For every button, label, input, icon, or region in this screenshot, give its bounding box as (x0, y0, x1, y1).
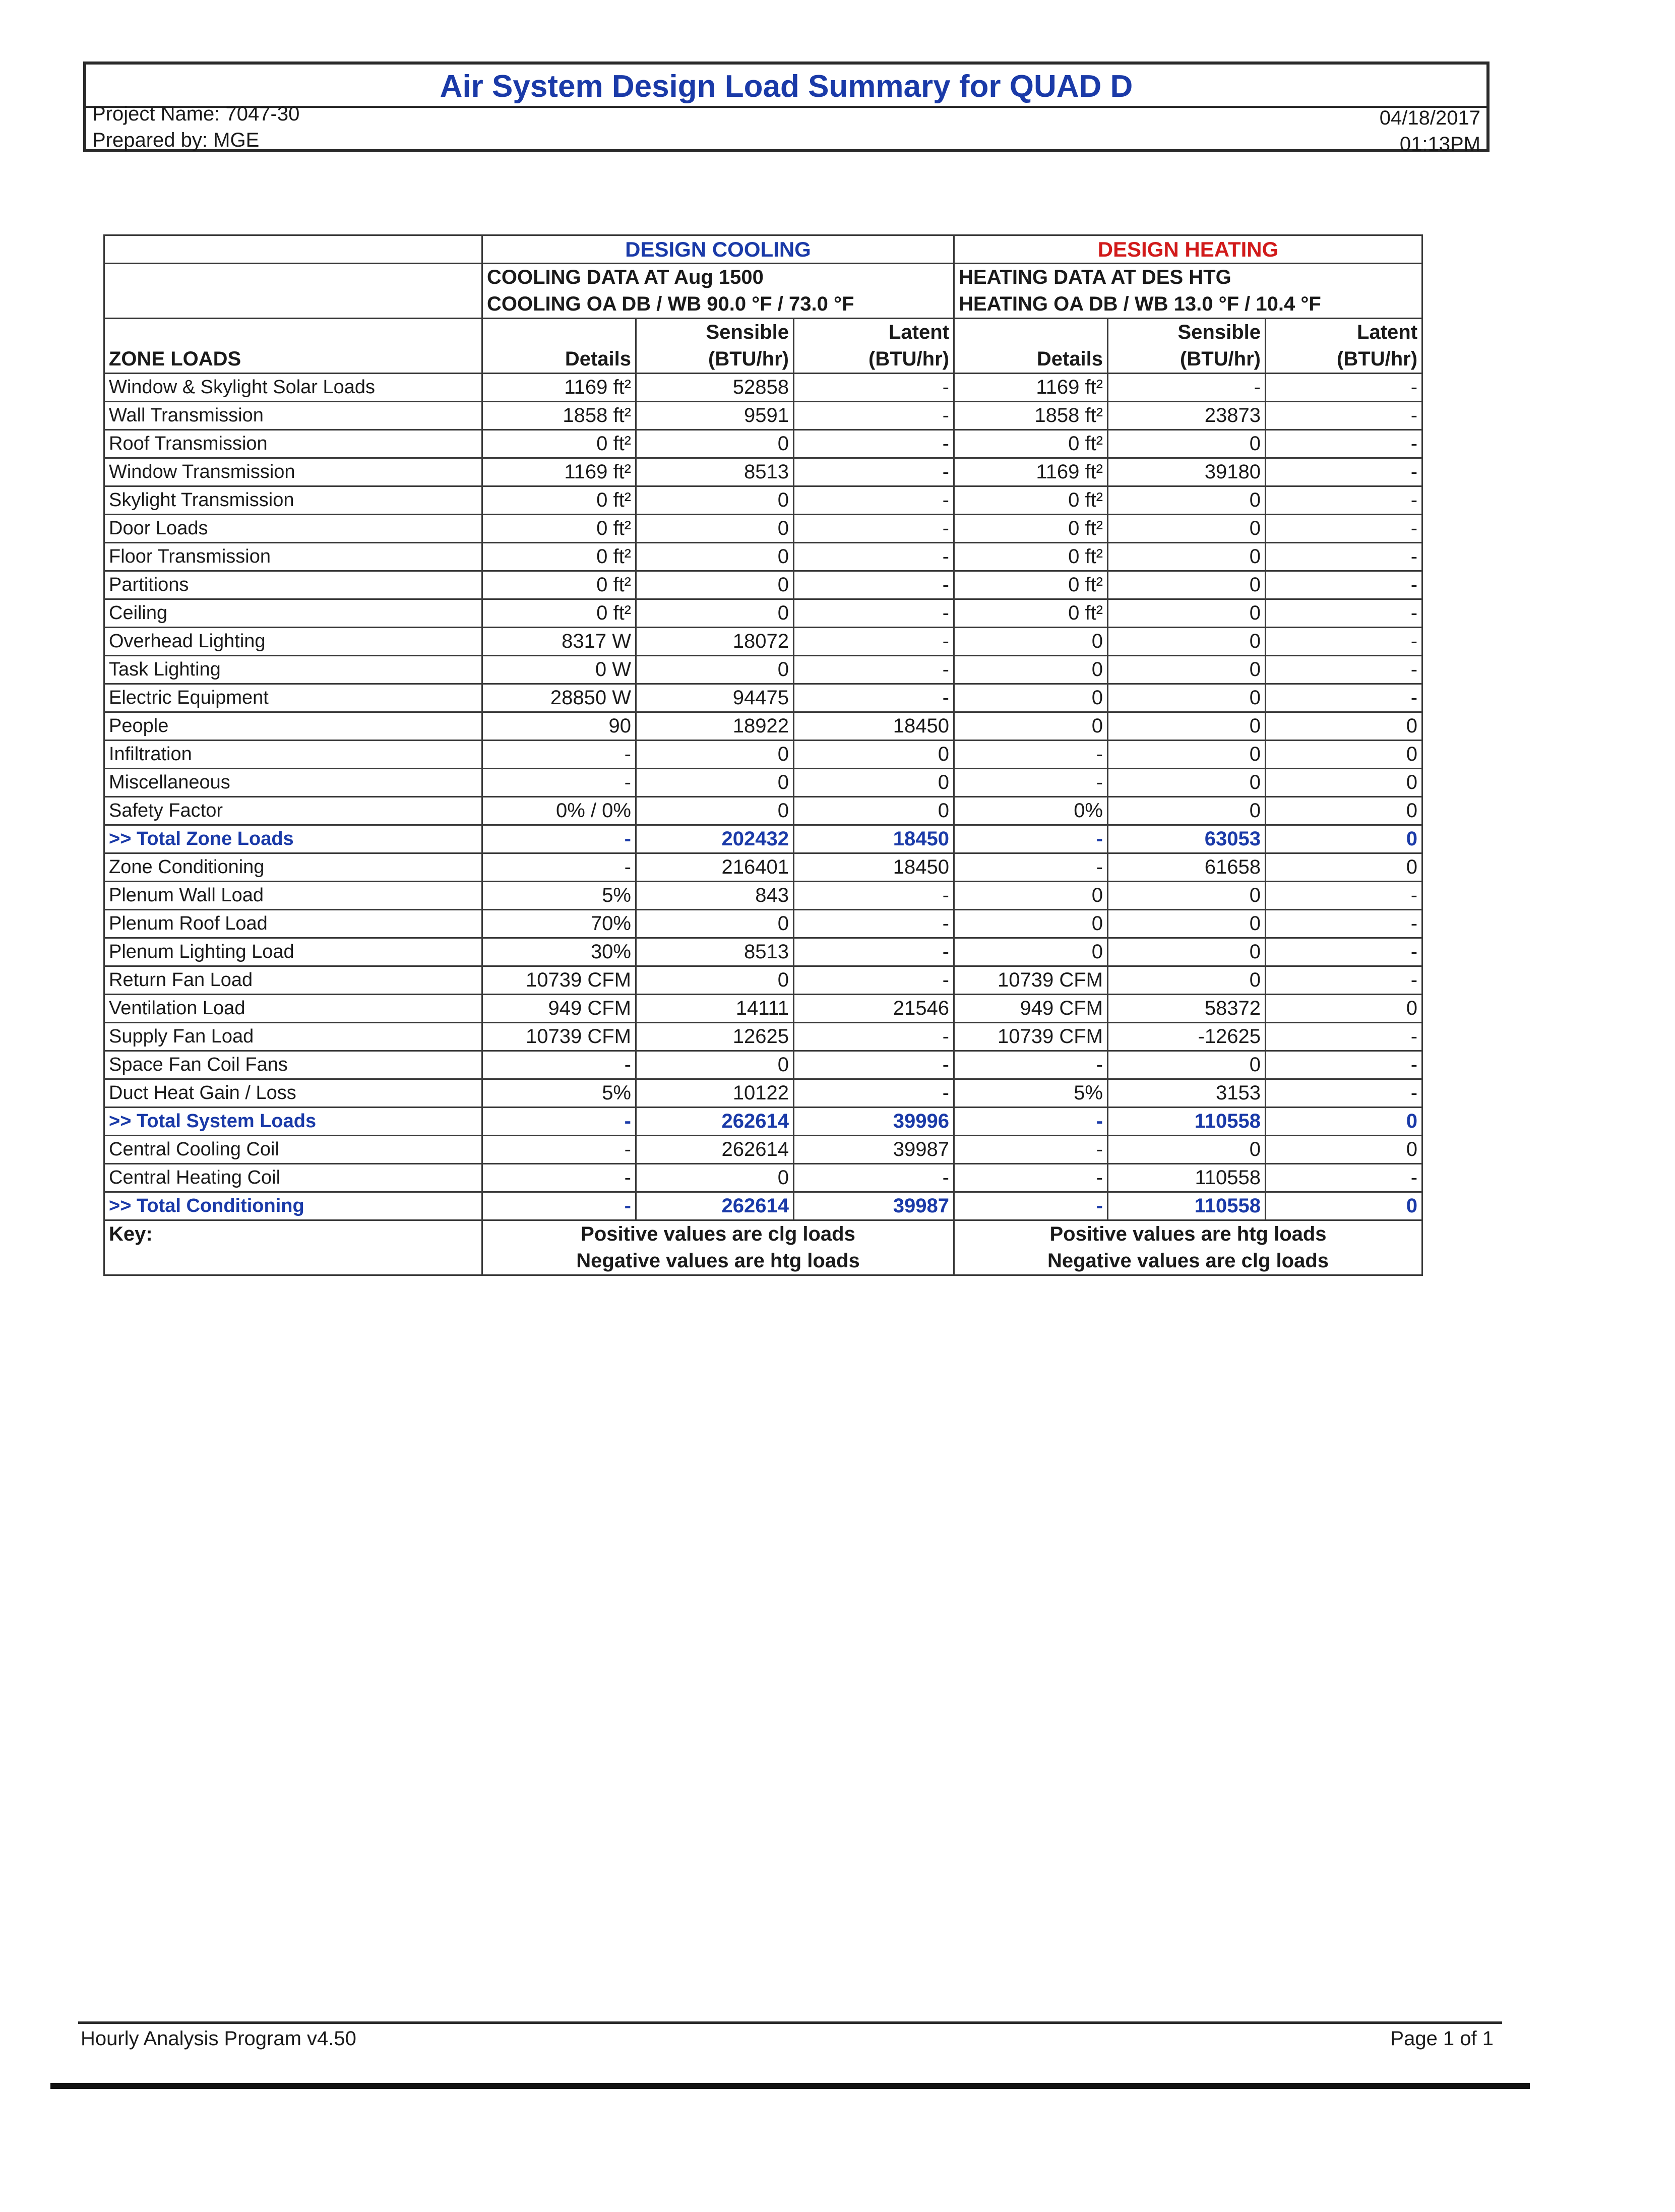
cooling-sensible: 0 (636, 571, 794, 599)
heating-details: 10739 CFM (954, 966, 1108, 995)
cooling-sensible: 216401 (636, 853, 794, 882)
heating-latent: - (1266, 543, 1422, 571)
heating-details: - (954, 1164, 1108, 1192)
cooling-details: - (482, 741, 636, 769)
cooling-latent: 0 (794, 797, 954, 825)
heating-sensible: 0 (1108, 1051, 1266, 1079)
cooling-details: 10739 CFM (482, 966, 636, 995)
heating-sensible: 0 (1108, 769, 1266, 797)
heating-details: - (954, 853, 1108, 882)
row-label: Safety Factor (104, 797, 482, 825)
heating-latent-unit: (BTU/hr) (1266, 346, 1422, 374)
key-cooling-negative: Negative values are htg loads (482, 1248, 954, 1275)
heating-sensible: 0 (1108, 599, 1266, 628)
cooling-sensible: 0 (636, 1051, 794, 1079)
cooling-sensible: 0 (636, 543, 794, 571)
row-label: Zone Conditioning (104, 853, 482, 882)
heating-details: 0 ft² (954, 599, 1108, 628)
cooling-sensible-unit: (BTU/hr) (636, 346, 794, 374)
cooling-latent: - (794, 910, 954, 938)
heating-sensible-unit: (BTU/hr) (1108, 346, 1266, 374)
cooling-sensible: 18922 (636, 712, 794, 741)
cooling-latent: 39987 (794, 1136, 954, 1164)
cooling-sensible: 0 (636, 515, 794, 543)
report-date: 04/18/2017 (1379, 107, 1480, 129)
cooling-sensible: 0 (636, 599, 794, 628)
heating-latent: - (1266, 1023, 1422, 1051)
heating-sensible: 63053 (1108, 825, 1266, 853)
heating-sensible: 0 (1108, 1136, 1266, 1164)
heating-details: 0 ft² (954, 486, 1108, 515)
heating-sensible: 0 (1108, 966, 1266, 995)
cooling-latent: - (794, 599, 954, 628)
key-heating-negative: Negative values are clg loads (954, 1248, 1422, 1275)
heating-sensible: 0 (1108, 882, 1266, 910)
row-label: Supply Fan Load (104, 1023, 482, 1051)
cooling-sensible: 0 (636, 486, 794, 515)
heating-details: - (954, 825, 1108, 853)
heating-oa-conditions: HEATING OA DB / WB 13.0 °F / 10.4 °F (954, 291, 1422, 319)
cooling-sensible: 12625 (636, 1023, 794, 1051)
cooling-latent: 0 (794, 741, 954, 769)
heating-sensible: 0 (1108, 684, 1266, 712)
table-row (104, 966, 1422, 995)
heating-details: 949 CFM (954, 995, 1108, 1023)
blank-cell (104, 264, 482, 291)
cooling-details: 8317 W (482, 628, 636, 656)
cooling-sensible: 9591 (636, 402, 794, 430)
table-row (104, 486, 1422, 515)
row-label: Plenum Roof Load (104, 910, 482, 938)
table-row (104, 825, 1422, 853)
cooling-details: 0 ft² (482, 571, 636, 599)
design-cooling-heading: DESIGN COOLING (482, 235, 954, 264)
cooling-details: 1858 ft² (482, 402, 636, 430)
heating-sensible: 0 (1108, 543, 1266, 571)
cooling-latent: 39996 (794, 1108, 954, 1136)
heating-latent: - (1266, 571, 1422, 599)
heating-details: 0 ft² (954, 571, 1108, 599)
row-label: Plenum Lighting Load (104, 938, 482, 966)
heating-latent: 0 (1266, 712, 1422, 741)
heating-details: 0 (954, 684, 1108, 712)
cooling-details: 5% (482, 1079, 636, 1108)
row-label: Miscellaneous (104, 769, 482, 797)
table-row (104, 741, 1422, 769)
cooling-sensible: 262614 (636, 1108, 794, 1136)
cooling-latent: - (794, 938, 954, 966)
heating-details: 1169 ft² (954, 458, 1108, 486)
cooling-details: - (482, 1164, 636, 1192)
heating-details: 0% (954, 797, 1108, 825)
row-label: Return Fan Load (104, 966, 482, 995)
heating-latent: - (1266, 430, 1422, 458)
header-timestamp (1380, 105, 1480, 157)
heating-details: 1858 ft² (954, 402, 1108, 430)
row-label: Space Fan Coil Fans (104, 1051, 482, 1079)
cooling-sensible: 202432 (636, 825, 794, 853)
table-row (104, 515, 1422, 543)
cooling-details: 30% (482, 938, 636, 966)
heating-details: 5% (954, 1079, 1108, 1108)
heating-details: 0 (954, 910, 1108, 938)
cooling-sensible: 0 (636, 910, 794, 938)
cooling-sensible: 0 (636, 1164, 794, 1192)
cooling-latent-unit: (BTU/hr) (794, 346, 954, 374)
heating-latent: - (1266, 1051, 1422, 1079)
cooling-latent: - (794, 486, 954, 515)
cooling-latent: - (794, 543, 954, 571)
heating-latent: - (1266, 599, 1422, 628)
cooling-sensible: 0 (636, 797, 794, 825)
table-row (104, 712, 1422, 741)
cooling-sensible: 10122 (636, 1079, 794, 1108)
cooling-latent: - (794, 656, 954, 684)
cooling-details: 0 ft² (482, 430, 636, 458)
heating-details: 0 (954, 882, 1108, 910)
cooling-details: 0 ft² (482, 543, 636, 571)
table-row (104, 995, 1422, 1023)
table-row (104, 374, 1422, 402)
cooling-details: - (482, 1192, 636, 1220)
cooling-details-header: Details (482, 346, 636, 374)
heating-sensible: 39180 (1108, 458, 1266, 486)
report-header (83, 62, 1490, 155)
heating-sensible: 0 (1108, 938, 1266, 966)
heating-details: 0 ft² (954, 430, 1108, 458)
cooling-details: 0 ft² (482, 599, 636, 628)
cooling-sensible: 0 (636, 966, 794, 995)
cooling-sensible: 262614 (636, 1192, 794, 1220)
heating-latent: 0 (1266, 1108, 1422, 1136)
blank-cell (482, 319, 636, 346)
table-row (104, 543, 1422, 571)
cooling-details: 1169 ft² (482, 374, 636, 402)
cooling-latent: 18450 (794, 712, 954, 741)
table-row (104, 1051, 1422, 1079)
cooling-sensible: 262614 (636, 1136, 794, 1164)
row-label: Floor Transmission (104, 543, 482, 571)
cooling-details: - (482, 1051, 636, 1079)
table-row (104, 599, 1422, 628)
page-number: Page 1 of 1 (1390, 2027, 1494, 2050)
table-row (104, 656, 1422, 684)
heating-details: 0 ft² (954, 515, 1108, 543)
cooling-details: 90 (482, 712, 636, 741)
heating-latent: 0 (1266, 853, 1422, 882)
heating-sensible: 110558 (1108, 1192, 1266, 1220)
table-row (104, 853, 1422, 882)
heating-sensible: 23873 (1108, 402, 1266, 430)
cooling-sensible-header: Sensible (636, 319, 794, 346)
heating-sensible: 0 (1108, 712, 1266, 741)
row-label: Overhead Lighting (104, 628, 482, 656)
cooling-details: 0% / 0% (482, 797, 636, 825)
heating-latent: - (1266, 374, 1422, 402)
cooling-latent: 21546 (794, 995, 954, 1023)
cooling-details: - (482, 769, 636, 797)
table-row (104, 1164, 1422, 1192)
heating-latent: 0 (1266, 1136, 1422, 1164)
cooling-latent: - (794, 1051, 954, 1079)
heating-details: 0 (954, 712, 1108, 741)
cooling-sensible: 0 (636, 769, 794, 797)
heating-details: 0 (954, 656, 1108, 684)
cooling-latent: 18450 (794, 853, 954, 882)
row-label: Partitions (104, 571, 482, 599)
cooling-sensible: 0 (636, 741, 794, 769)
heating-latent: - (1266, 966, 1422, 995)
heating-sensible: 3153 (1108, 1079, 1266, 1108)
table-row (104, 628, 1422, 656)
cooling-sensible: 52858 (636, 374, 794, 402)
heating-latent: 0 (1266, 797, 1422, 825)
project-name: Project Name: 7047-30 (92, 103, 300, 125)
heating-details: - (954, 1192, 1108, 1220)
heating-sensible: 0 (1108, 910, 1266, 938)
table-row (104, 938, 1422, 966)
cooling-latent: 39987 (794, 1192, 954, 1220)
row-label: Wall Transmission (104, 402, 482, 430)
table-row (104, 1108, 1422, 1136)
row-label: Infiltration (104, 741, 482, 769)
table-row (104, 882, 1422, 910)
heating-sensible: 0 (1108, 486, 1266, 515)
heating-latent: - (1266, 515, 1422, 543)
row-label: Window & Skylight Solar Loads (104, 374, 482, 402)
table-row (104, 430, 1422, 458)
key-cooling-positive: Positive values are clg loads (482, 1220, 954, 1248)
row-label: >> Total System Loads (104, 1108, 482, 1136)
cooling-latent: - (794, 684, 954, 712)
heating-sensible-header: Sensible (1108, 319, 1266, 346)
row-label: Plenum Wall Load (104, 882, 482, 910)
key-label: Key: (104, 1220, 482, 1275)
heating-details: 0 (954, 628, 1108, 656)
blank-cell (104, 235, 482, 264)
heating-latent: - (1266, 656, 1422, 684)
cooling-sensible: 0 (636, 656, 794, 684)
cooling-latent: - (794, 430, 954, 458)
heating-data-at: HEATING DATA AT DES HTG (954, 264, 1422, 291)
cooling-sensible: 0 (636, 430, 794, 458)
heating-sensible: 0 (1108, 571, 1266, 599)
cooling-details: - (482, 853, 636, 882)
heating-latent: - (1266, 1079, 1422, 1108)
cooling-details: 0 W (482, 656, 636, 684)
table-row (104, 458, 1422, 486)
heating-latent: - (1266, 684, 1422, 712)
heating-sensible: -12625 (1108, 1023, 1266, 1051)
report-title: Air System Design Load Summary for QUAD D (440, 69, 1133, 104)
heating-details: - (954, 1108, 1108, 1136)
bottom-rule (50, 2083, 1530, 2089)
heating-sensible: 0 (1108, 430, 1266, 458)
cooling-sensible: 18072 (636, 628, 794, 656)
cooling-latent: - (794, 628, 954, 656)
row-label: Duct Heat Gain / Loss (104, 1079, 482, 1108)
heating-details: - (954, 769, 1108, 797)
table-row (104, 1136, 1422, 1164)
row-label: Central Cooling Coil (104, 1136, 482, 1164)
heating-details: 1169 ft² (954, 374, 1108, 402)
blank-cell (954, 319, 1108, 346)
cooling-latent: - (794, 1023, 954, 1051)
heating-details: - (954, 1051, 1108, 1079)
heating-latent: - (1266, 628, 1422, 656)
cooling-data-at: COOLING DATA AT Aug 1500 (482, 264, 954, 291)
heating-latent: - (1266, 910, 1422, 938)
heating-latent-header: Latent (1266, 319, 1422, 346)
footer-divider (78, 2021, 1502, 2024)
blank-cell (104, 291, 482, 319)
heating-latent: - (1266, 402, 1422, 430)
heating-details: 0 ft² (954, 543, 1108, 571)
heating-latent: 0 (1266, 995, 1422, 1023)
heating-latent: 0 (1266, 825, 1422, 853)
row-label: Central Heating Coil (104, 1164, 482, 1192)
cooling-oa-conditions: COOLING OA DB / WB 90.0 °F / 73.0 °F (482, 291, 954, 319)
table-row (104, 769, 1422, 797)
cooling-sensible: 14111 (636, 995, 794, 1023)
row-label: Task Lighting (104, 656, 482, 684)
cooling-details: 28850 W (482, 684, 636, 712)
cooling-latent: - (794, 374, 954, 402)
heating-latent: - (1266, 882, 1422, 910)
cooling-details: - (482, 1136, 636, 1164)
row-label: >> Total Zone Loads (104, 825, 482, 853)
cooling-details: 1169 ft² (482, 458, 636, 486)
heating-sensible: 0 (1108, 741, 1266, 769)
design-load-table (103, 234, 1423, 1276)
cooling-latent: - (794, 402, 954, 430)
row-label: Roof Transmission (104, 430, 482, 458)
cooling-sensible: 8513 (636, 458, 794, 486)
heating-details: 10739 CFM (954, 1023, 1108, 1051)
heating-latent: 0 (1266, 1192, 1422, 1220)
row-label: Skylight Transmission (104, 486, 482, 515)
table-row (104, 402, 1422, 430)
cooling-details: 949 CFM (482, 995, 636, 1023)
table-row (104, 684, 1422, 712)
heating-latent: - (1266, 458, 1422, 486)
cooling-details: 5% (482, 882, 636, 910)
heating-details-header: Details (954, 346, 1108, 374)
heating-sensible: 61658 (1108, 853, 1266, 882)
row-label: Door Loads (104, 515, 482, 543)
heating-sensible: 58372 (1108, 995, 1266, 1023)
heating-sensible: 110558 (1108, 1164, 1266, 1192)
heating-latent: 0 (1266, 741, 1422, 769)
key-heating-positive: Positive values are htg loads (954, 1220, 1422, 1248)
cooling-latent: - (794, 882, 954, 910)
cooling-latent-header: Latent (794, 319, 954, 346)
heating-sensible: 0 (1108, 628, 1266, 656)
cooling-details: - (482, 825, 636, 853)
row-label: >> Total Conditioning (104, 1192, 482, 1220)
cooling-latent: - (794, 515, 954, 543)
cooling-details: 10739 CFM (482, 1023, 636, 1051)
heating-latent: - (1266, 486, 1422, 515)
row-label: Ventilation Load (104, 995, 482, 1023)
cooling-sensible: 94475 (636, 684, 794, 712)
design-heating-heading: DESIGN HEATING (954, 235, 1422, 264)
blank-cell (104, 319, 482, 346)
heating-details: - (954, 1136, 1108, 1164)
heating-latent: - (1266, 1164, 1422, 1192)
row-label: Window Transmission (104, 458, 482, 486)
cooling-sensible: 843 (636, 882, 794, 910)
heating-sensible: 0 (1108, 797, 1266, 825)
heating-details: - (954, 741, 1108, 769)
header-project-info (92, 101, 299, 153)
row-label: People (104, 712, 482, 741)
heating-sensible: 110558 (1108, 1108, 1266, 1136)
cooling-details: 70% (482, 910, 636, 938)
table-row (104, 910, 1422, 938)
heating-latent: - (1266, 938, 1422, 966)
table-row (104, 571, 1422, 599)
cooling-latent: - (794, 1164, 954, 1192)
prepared-by: Prepared by: MGE (92, 129, 260, 151)
table-row (104, 1023, 1422, 1051)
cooling-details: - (482, 1108, 636, 1136)
heating-sensible: 0 (1108, 656, 1266, 684)
program-version: Hourly Analysis Program v4.50 (81, 2027, 356, 2050)
cooling-latent: - (794, 1079, 954, 1108)
zone-loads-header: ZONE LOADS (104, 346, 482, 374)
cooling-details: 0 ft² (482, 486, 636, 515)
heating-latent: 0 (1266, 769, 1422, 797)
report-time: 01:13PM (1399, 133, 1480, 155)
table-row (104, 797, 1422, 825)
table-row (104, 1079, 1422, 1108)
row-label: Electric Equipment (104, 684, 482, 712)
cooling-latent: - (794, 458, 954, 486)
cooling-latent: 0 (794, 769, 954, 797)
cooling-latent: - (794, 571, 954, 599)
row-label: Ceiling (104, 599, 482, 628)
cooling-sensible: 8513 (636, 938, 794, 966)
heating-sensible: 0 (1108, 515, 1266, 543)
cooling-latent: - (794, 966, 954, 995)
cooling-latent: 18450 (794, 825, 954, 853)
heating-details: 0 (954, 938, 1108, 966)
table-row (104, 1192, 1422, 1220)
heating-sensible: - (1108, 374, 1266, 402)
cooling-details: 0 ft² (482, 515, 636, 543)
